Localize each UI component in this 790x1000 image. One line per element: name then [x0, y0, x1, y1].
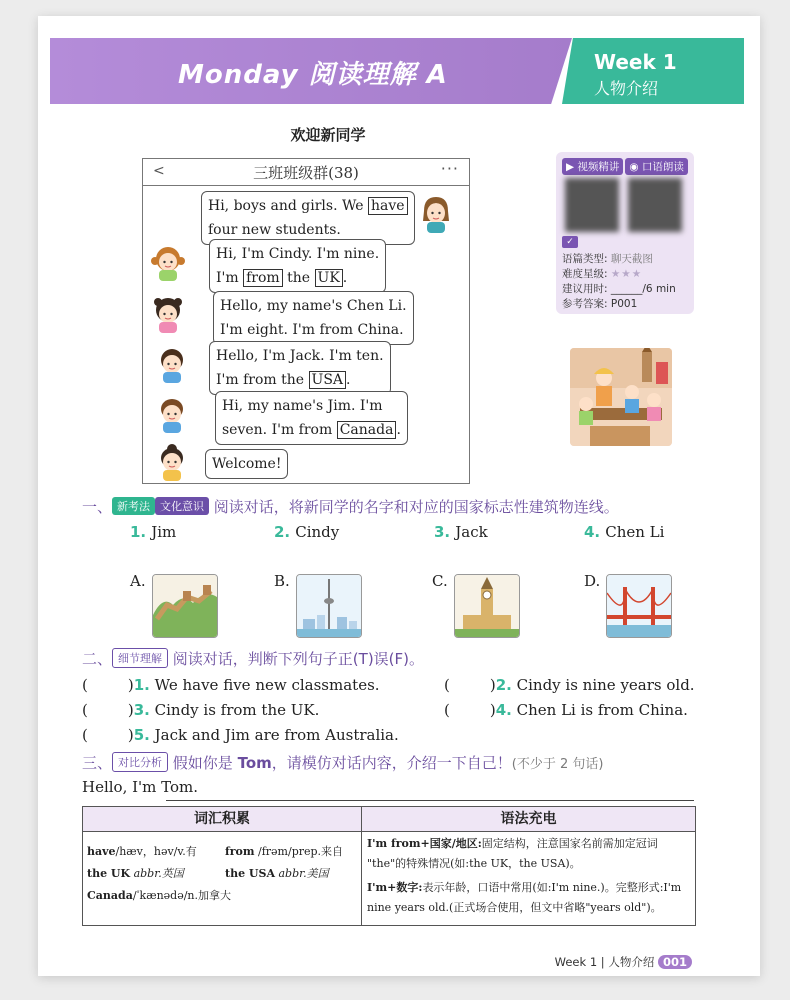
section-1-heading: 一、 新考法 文化意识 阅读对话，将新同学的名字和对应的国家标志性建筑物连线。 — [82, 498, 619, 516]
writing-answer-line[interactable] — [166, 800, 694, 801]
audio-tag[interactable]: ◉ 口语朗读 — [625, 158, 688, 175]
grammar-header: 语法充电 — [362, 807, 695, 832]
grammar-note-1-cont: "the"的特殊情况(如:the UK，the USA)。 — [367, 857, 581, 870]
chat-bubble-jim: Hi, my name's Jim. I'm seven. I'm from Canada . — [215, 391, 408, 445]
week-label: Week 1 — [594, 50, 677, 74]
vocab-item-from: from /frəm/prep.来自 — [225, 845, 344, 858]
jack-avatar — [155, 345, 189, 383]
chen-li-avatar — [151, 295, 185, 333]
match-name-3[interactable]: 3. Jack — [434, 523, 488, 541]
chat-bubble-chen-li: Hello, my name's Chen Li. I'm eight. I'm from China. — [213, 291, 414, 345]
tf-item-2[interactable]: ( )2. Cindy is nine years old. — [444, 676, 695, 694]
video-tag[interactable]: ▶ 视频精讲 — [562, 158, 623, 175]
chat-screenshot — [142, 158, 470, 484]
more-icon: ··· — [440, 159, 459, 178]
page-title: Monday 阅读理解 A — [178, 60, 448, 90]
compare-badge: 对比分析 — [112, 752, 168, 772]
tf-item-5[interactable]: ( )5. Jack and Jim are from Australia. — [82, 726, 399, 744]
page-footer: Week 1 | 人物介绍 001 — [555, 954, 692, 970]
option-c-label: C. — [432, 572, 448, 590]
teacher-avatar — [419, 195, 453, 233]
vocab-item-have: have/hæv，həv/v.有 — [87, 845, 197, 858]
chat-group-name: 三班班级群(38) — [253, 164, 359, 182]
topic-label: 人物介绍 — [594, 79, 659, 98]
option-d-label: D. — [584, 572, 601, 590]
tf-item-3[interactable]: ( )3. Cindy is from the UK. — [82, 701, 320, 719]
resource-tags — [562, 158, 690, 175]
tf-item-1[interactable]: ( )1. We have five new classmates. — [82, 676, 380, 694]
vocab-item-uk: the UK abbr.英国 — [87, 867, 184, 880]
cn-tower-icon[interactable] — [296, 574, 362, 638]
detail-badge: 细节理解 — [112, 648, 168, 668]
jim-avatar — [155, 395, 189, 433]
difficulty-stars: ★★★ — [610, 268, 643, 280]
chat-bubble-welcome: Welcome! — [205, 449, 288, 479]
option-b-label: B. — [274, 572, 290, 590]
grammar-note-2-cont: nine years old.(正式场合使用，但文中省略"years old")。 — [367, 901, 662, 914]
reference-table — [82, 806, 696, 926]
chat-header — [143, 159, 469, 186]
golden-gate-bridge-icon[interactable] — [606, 574, 672, 638]
audio-qr-code[interactable] — [628, 178, 682, 232]
section-3-heading: 三、 对比分析 假如你是 Tom，请模仿对话内容，介绍一下自己！(不少于 2 句话) — [82, 754, 604, 772]
big-ben-icon[interactable] — [454, 574, 520, 638]
check-icon: ✓ — [562, 236, 578, 248]
table-divider — [361, 831, 362, 925]
page-number: 001 — [658, 955, 692, 969]
cindy-avatar — [151, 243, 185, 281]
grammar-note-1: I'm from+国家/地区:固定结构，注意国家名前需加定冠词 — [367, 837, 658, 850]
match-name-4[interactable]: 4. Chen Li — [584, 523, 665, 541]
vocab-item-canada: Canada/ˈkænədə/n.加拿大 — [87, 889, 231, 902]
chat-bubble-teacher: Hi, boys and girls. We have four new students. — [201, 191, 415, 245]
vocab-item-usa: the USA abbr.美国 — [225, 867, 329, 880]
match-name-1[interactable]: 1. Jim — [130, 523, 177, 541]
option-a-label: A. — [130, 572, 146, 590]
chat-bubble-jack: Hello, I'm Jack. I'm ten. I'm from the USA . — [209, 341, 391, 395]
classroom-illustration — [570, 348, 672, 446]
match-name-2[interactable]: 2. Cindy — [274, 523, 340, 541]
writing-prompt-start: Hello, I'm Tom. — [82, 778, 199, 796]
vocab-header: 词汇积累 — [83, 807, 362, 832]
girl-avatar — [155, 443, 189, 481]
section-2-heading: 二、 细节理解 阅读对话，判断下列句子正(T)误(F)。 — [82, 650, 424, 668]
grammar-note-2: I'm+数字:表示年龄，口语中常用(如:I'm nine.)。完整形式:I'm — [367, 881, 682, 894]
chat-bubble-cindy: Hi, I'm Cindy. I'm nine. I'm from the UK . — [209, 239, 386, 293]
great-wall-icon[interactable] — [152, 574, 218, 638]
tf-item-4[interactable]: ( )4. Chen Li is from China. — [444, 701, 688, 719]
reading-title: 欢迎新同学 — [290, 126, 366, 144]
back-icon: < — [153, 163, 165, 179]
video-qr-code[interactable] — [565, 178, 619, 232]
culture-badge: 文化意识 — [155, 497, 209, 515]
new-format-badge: 新考法 — [112, 497, 155, 515]
resource-info: 语篇类型: 聊天截图 难度星级: ★★★ 建议用时: ______/6 min 参考答案: P001 — [562, 253, 676, 310]
worksheet-page — [38, 16, 760, 976]
